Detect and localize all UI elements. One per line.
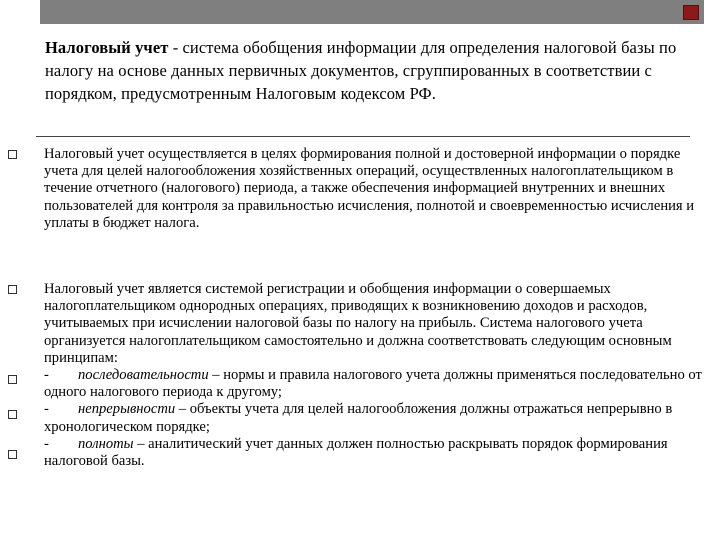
bullet-square-icon <box>8 375 17 384</box>
bullet-square-icon <box>8 150 17 159</box>
bullet-square-icon <box>8 410 17 419</box>
principle-text: – нормы и правила налогового учета должны применяться последовательно от одного налогового периода к другому; <box>44 367 702 401</box>
top-decorative-band <box>40 0 704 24</box>
bullet-square-icon <box>8 450 17 459</box>
paragraph-purpose: Налоговый учет осуществляется в целях формирования полной и достоверной информации о порядке учета для целей налогообложения хозяйственных операций, осуществленных налогоплательщиком в течение отчетного (налогового) периода, а также обеспечения информацией внутренних и внешних пользователей для контроля за правильностью исчисления, полнотой и своевременностью исчисления и уплаты в бюджет налога. <box>44 146 695 231</box>
paragraph-system-text: Налоговый учет является системой регистрации и обобщения информации о совершаемых налогоплательщиком однородных операциях, приводящих к возникновению доходов и расходов, учитываемых при исчислении налоговой базы по налогу на прибыль. Система налогового учета организуется налогоплательщиком самостоятельно и должна соответствовать следующим основным принципам: <box>44 281 672 366</box>
principle-term: последовательности <box>78 367 209 384</box>
principle-item: - непрерывности – объекты учета для целей налогообложения должны отражаться непрерывно в хронологическом порядке; <box>44 401 673 435</box>
title-lead: Налоговый учет <box>45 38 169 57</box>
principle-term: непрерывности <box>78 401 176 418</box>
bullet-square-icon <box>8 285 17 294</box>
slide-title <box>45 36 685 105</box>
principle-term: полноты <box>78 435 134 452</box>
title-divider <box>36 136 690 137</box>
paragraph-system <box>44 281 707 470</box>
principle-text: – аналитический учет данных должен полностью раскрывать порядок формирования налоговой базы. <box>44 435 668 470</box>
principle-item: - полноты – аналитический учет данных должен полностью раскрывать порядок формирования налоговой базы. <box>44 435 668 470</box>
accent-square <box>683 5 699 20</box>
principle-item: - последовательности – нормы и правила налогового учета должны применяться последовательно от одного налогового периода к другому; <box>44 367 702 401</box>
title-rest: - система обобщения информации для определения налоговой базы по налогу на основе данных первичных документов, сгруппированных в соответствии с порядком, предусмотренным Налоговым кодексом РФ. <box>45 38 677 103</box>
principle-text: – объекты учета для целей налогообложения должны отражаться непрерывно в хронологическом порядке; <box>44 401 673 435</box>
